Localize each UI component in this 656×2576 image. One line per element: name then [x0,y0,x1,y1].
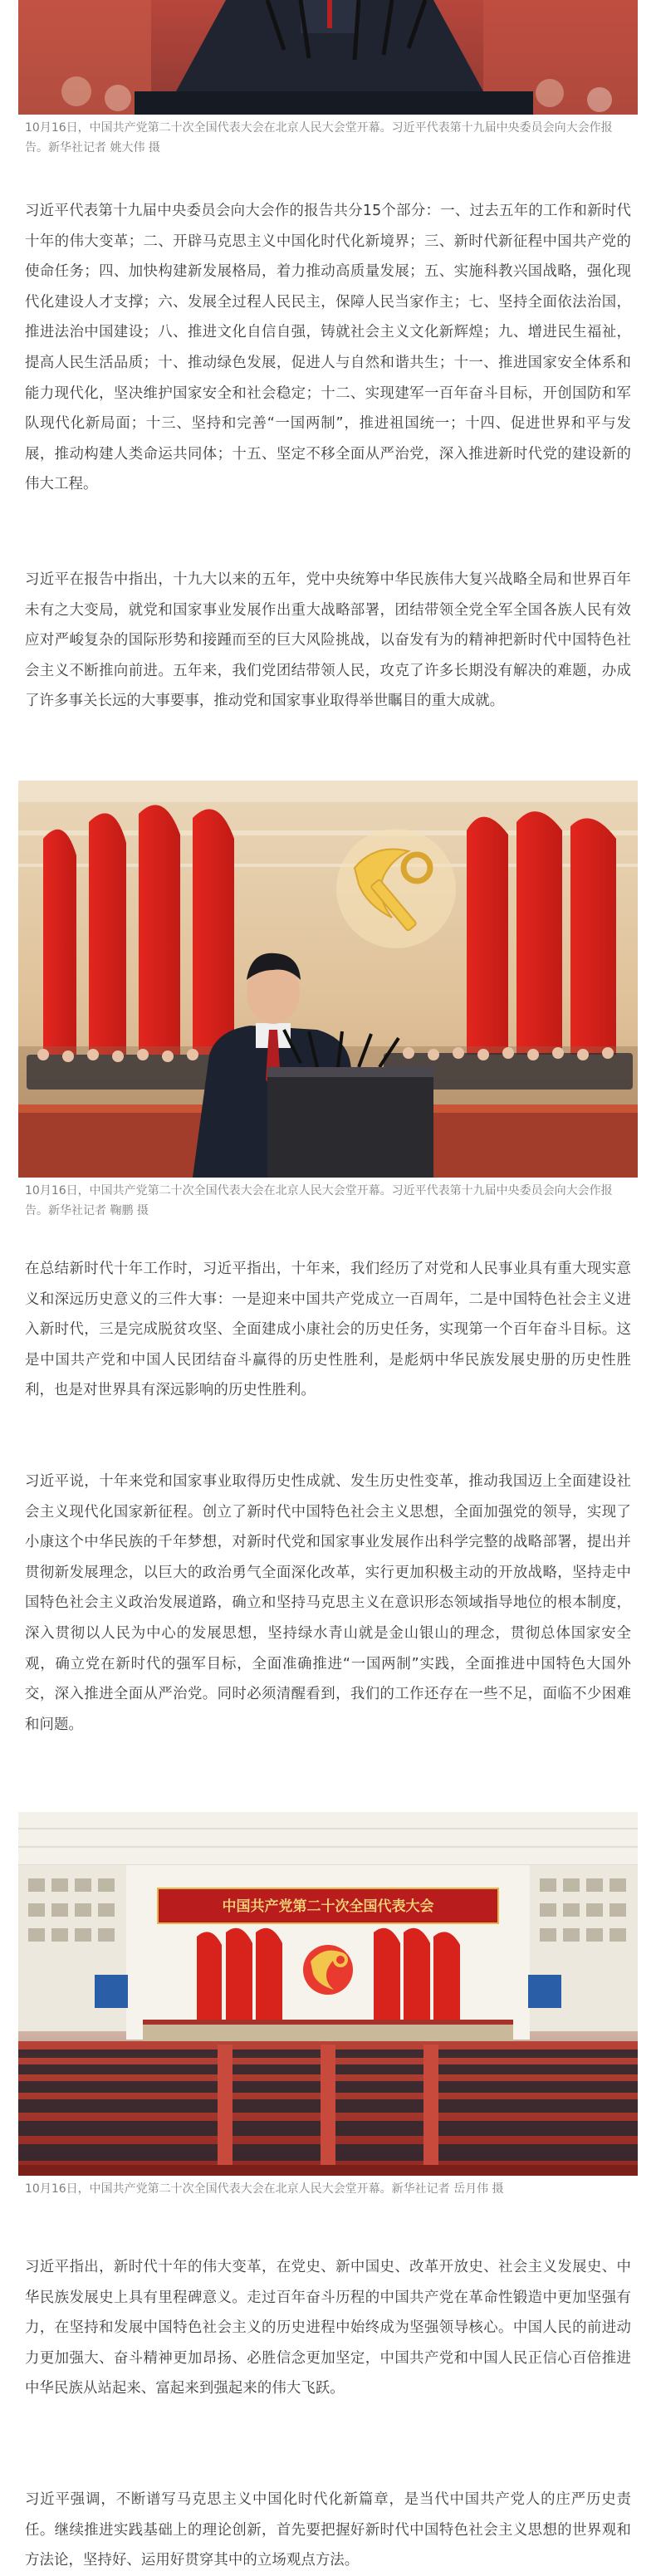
photo-caption: 10月16日，中国共产党第二十次全国代表大会在北京人民大会堂开幕。习近平代表第十九届中央委员会向大会作报告。新华社记者 姚大伟 摄 [25,121,613,154]
banner-text: 中国共产党第二十次全国代表大会 [222,1898,434,1915]
body-paragraph: 习近平代表第十九届中央委员会向大会作的报告共分15个部分：一、过去五年的工作和新时代十年的伟大变革；二、开辟马克思主义中国化时代化新境界；三、新时代新征程中国共产党的使命任务；四、加快构建新发展格局，着力推动高质量发展；五、实施科教兴国战略，强化现代化建设人才支撑；六、发展全过程人民民主，保障人民当家作主；七、坚持全面依法治国，推进法治中国建设；八、推进文化自信自强，铸就社会主义文化新辉煌；九、增进民生福祉，提高人民生活品质；十、推动绿色发展，促进人与自然和谐共生；十一、推进国家安全体系和能力现代化，坚决维护国家安全和社会稳定；十二、实现建军一百年奋斗目标，开创国防和军队现代化新局面；十三、坚持和完善“一国两制”，推进祖国统一；十四、促进世界和平与发展，推动构建人类命运共同体；十五、坚定不移全面从严治党，深入推进新时代党的建设新的伟大工程。 [25,203,631,493]
body-paragraph: 习近平说，十年来党和国家事业取得历史性成就、发生历史性变革，推动我国迈上全面建设社会主义现代化国家新征程。创立了新时代中国特色社会主义思想，全面加强党的领导，实现了小康这个中华民族的千年梦想，对新时代党和国家事业发展作出科学完整的战略部署，提出并贯彻新发展理念，以巨大的政治勇气全面深化改革，实行更加积极主动的开放战略，坚持走中国特色社会主义政治发展道路，确立和坚持马克思主义在意识形态领域指导地位的根本制度，深入贯彻以人民为中心的发展思想，坚持绿水青山就是金山银山的理念，贯彻总体国家安全观，确立党在新时代的强军目标，全面准确推进“一国两制”实践，全面推进中国特色大国外交，深入推进全面从严治党。同时必须清醒看到，我们的工作还存在一些不足，面临不少困难和问题。 [25,1473,631,1733]
photo-caption: 10月16日，中国共产党第二十次全国代表大会在北京人民大会堂开幕。新华社记者 岳月伟 摄 [25,2182,504,2196]
body-paragraph: 习近平在报告中指出，十九大以来的五年，党中央统筹中华民族伟大复兴战略全局和世界百年未有之大变局，就党和国家事业发展作出重大战略部署，团结带领全党全军全国各族人民有效应对严峻复杂的国际形势和接踵而至的巨大风险挑战，以奋发有为的精神把新时代中国特色社会主义不断推向前进。五年来，我们党团结带领人民，攻克了许多长期没有解决的难题，办成了许多事关长远的大事要事，推动党和国家事业取得举世瞩目的重大成就。 [25,571,631,710]
photo-great-hall-image [18,1812,638,2176]
body-paragraph: 习近平指出，新时代十年的伟大变革，在党史、新中国史、改革开放史、社会主义发展史、中华民族发展史上具有里程碑意义。走过百年奋斗历程的中国共产党在革命性锻造中更加坚强有力，在坚持和发展中国特色社会主义的历史进程中始终成为坚强领导核心。中国人民的前进动力更加强大、奋斗精神更加昂扬、必胜信念更加坚定，中国共产党和中国人民正信心百倍推进中华民族从站起来、富起来到强起来的伟大飞跃。 [25,2259,631,2397]
body-paragraph: 在总结新时代十年工作时，习近平指出，十年来，我们经历了对党和人民事业具有重大现实意义和深远历史意义的三件大事：一是迎来中国共产党成立一百周年，二是中国特色社会主义进入新时代，三是完成脱贫攻坚、全面建成小康社会的历史任务，实现第一个百年奋斗目标。这是中国共产党和中国人民团结奋斗赢得的历史性胜利，是彪炳中华民族发展史册的历史性胜利，也是对世界具有深远影响的历史性胜利。 [25,1261,631,1399]
body-paragraph: 习近平强调，不断谱写马克思主义中国化时代化新篇章，是当代中国共产党人的庄严历史责任。继续推进实践基础上的理论创新，首先要把握好新时代中国特色社会主义思想的世界观和方法论，坚持好、运用好贯穿其中的立场观点方法。 [25,2491,631,2569]
photo-speech-podium [18,781,638,1178]
photo-speech-podium-image [18,781,638,1178]
photo-great-hall [18,1812,638,2176]
photo-speech-cropped-image [18,0,638,115]
photo-speech-cropped [18,0,638,115]
photo-caption: 10月16日，中国共产党第二十次全国代表大会在北京人民大会堂开幕。习近平代表第十九届中央委员会向大会作报告。新华社记者 鞠鹏 摄 [25,1184,613,1217]
